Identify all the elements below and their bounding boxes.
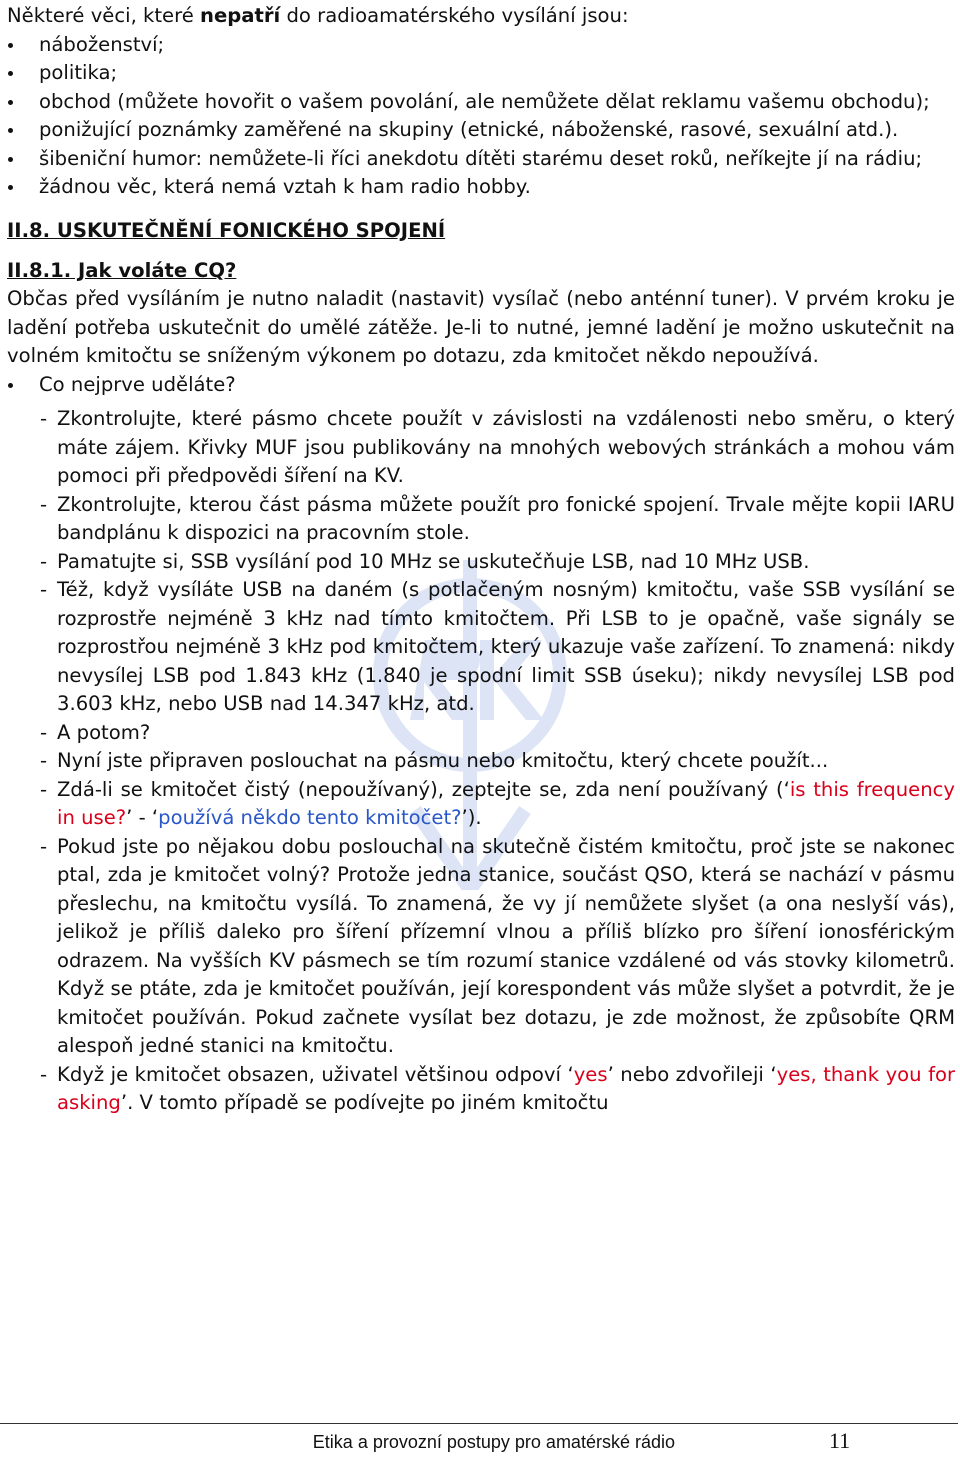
step-item: - Zkontrolujte, které pásmo chcete použít v závislosti na vzdálenosti nebo směru, o který máte zájem. Křivky MUF jsou publikovány na mnohých webových stránkách a mohou vám pomoci při předpovědi šíření na KV. bbox=[40, 407, 955, 487]
step-item: - Zdá-li se kmitočet čistý (nepoužívaný), zeptejte se, zda není používaný (‘is this frequency in use?’ - ‘používá někdo tento kmitočet?’). bbox=[40, 777, 956, 829]
step-item: - Pamatujte si, SSB vysílání pod 10 MHz se uskutečňuje LSB, nad 10 MHz USB. bbox=[7, 548, 955, 577]
english-reply-yes: yes bbox=[573, 1062, 608, 1086]
dash-marker: - bbox=[40, 578, 48, 601]
step-item: - Též, když vysíláte USB na daném (s potlačeným nosným) kmitočtu, vaše SSB vysílání se rozprostře nejméně 3 kHz nad tímto kmitočtem. Při LSB to je opačně, vaše signály se rozprostřou nejméně 3 kHz pod kmitočtem, který ukazuje vaše zařízení. To znamená: nikdy nevysílej LSB pod 1.843 kHz (1.840 je spodní limit SSB úseku); nikdy nevysílej LSB pod 3.603 kHz, nebo USB nad 14.347 kHz, atd. bbox=[40, 578, 955, 715]
page-number: 11 bbox=[829, 1428, 851, 1453]
list-item: ponižující poznámky zaměřené na skupiny (etnické, náboženské, rasové, sexuální atd.). bbox=[7, 116, 955, 145]
english-question: is this frequency in use? bbox=[57, 777, 956, 829]
list-item: Co nejprve uděláte? bbox=[7, 371, 955, 400]
forbidden-topics-list bbox=[7, 31, 955, 202]
step-item: - A potom? bbox=[7, 719, 955, 748]
list-item: politika; bbox=[7, 59, 955, 88]
intro-paragraph: Některé věci, které nepatří do radioamatérského vysílání jsou: bbox=[7, 4, 629, 27]
dash-marker: - bbox=[40, 720, 48, 744]
intro-emphasis: nepatří bbox=[200, 4, 281, 27]
steps-list bbox=[7, 405, 955, 1118]
tuning-paragraph: Občas před vysíláním je nutno naladit (nastavit) vysílač (nebo anténní tuner). V prvém kroku je ladění potřeba uskutečnit do umělé zátěže. Je-li to nutné, jemné ladění je možno uskutečnit na volném kmitočtu se sníženým výkonem po dotazu, zda kmitočet někdo nepoužívá. bbox=[7, 287, 955, 367]
question-list bbox=[7, 371, 955, 400]
step-item: - Zkontrolujte, kterou část pásma můžete použít pro fonické spojení. Trvale mějte kopii IARU bandplánu k dispozici na pracovním stole. bbox=[40, 492, 955, 544]
list-item: obchod (můžete hovořit o vašem povolání, ale nemůžete dělat reklamu vašemu obchodu); bbox=[7, 88, 955, 117]
dash-marker: - bbox=[40, 749, 48, 772]
page-content bbox=[7, 2, 955, 1118]
subsection-heading: II.8.1. Jak voláte CQ? bbox=[7, 259, 237, 282]
dash-marker: - bbox=[40, 777, 48, 801]
list-item: náboženství; bbox=[7, 31, 955, 60]
step-item: - Nyní jste připraven poslouchat na pásmu nebo kmitočtu, který chcete použít... bbox=[7, 747, 955, 776]
step-item: - Pokud jste po nějakou dobu poslouchal na skutečně čistém kmitočtu, proč jste se nakonec ptal, zda je kmitočet volný? Protože jedna stanice, součást QSO, která se nachází v pásmu přeslechu, na kmitočtu vysílá. To znamená, že vy jí nemůžete slyšet (a ona neslyší vás), jelikož je příliš daleko pro šíření přízemní vlnou a příliš blízko pro šíření ionosférickým odrazem. Na vyšších KV pásmech se tím rozumí stanice vzdálené od vás stovky kilometrů. Když se ptáte, zda je kmitočet používán, její korespondent vás může slyšet a potvrdit, že je kmitočet používán. Pokud začnete vysílat bez dotazu, je zde možnost, že způsobíte QRM alespoň jedné stanici na kmitočtu. bbox=[40, 834, 955, 1057]
step-item: - Když je kmitočet obsazen, uživatel většinou odpoví ‘yes’ nebo zdvořileji ‘yes, thank you for asking’. V tomto případě se podívejte po jiném kmitočtu bbox=[40, 1062, 956, 1114]
dash-marker: - bbox=[40, 834, 48, 858]
english-reply-polite: yes, thank you for asking bbox=[57, 1062, 956, 1114]
section-heading: II.8. USKUTEČNĚNÍ FONICKÉHO SPOJENÍ bbox=[7, 218, 446, 242]
list-item: žádnou věc, která nemá vztah k ham radio hobby. bbox=[7, 173, 955, 202]
dash-marker: - bbox=[40, 407, 48, 430]
list-item: šibeniční humor: nemůžete-li říci anekdotu dítěti starému deset roků, neříkejte jí na rádiu; bbox=[7, 145, 955, 174]
dash-marker: - bbox=[40, 492, 48, 516]
czech-question: používá někdo tento kmitočet? bbox=[158, 806, 462, 829]
footer-divider bbox=[0, 1423, 958, 1424]
dash-marker: - bbox=[40, 549, 48, 573]
footer-title: Etika a provozní postupy pro amatérské rádio bbox=[312, 1432, 675, 1452]
dash-marker: - bbox=[40, 1062, 48, 1086]
